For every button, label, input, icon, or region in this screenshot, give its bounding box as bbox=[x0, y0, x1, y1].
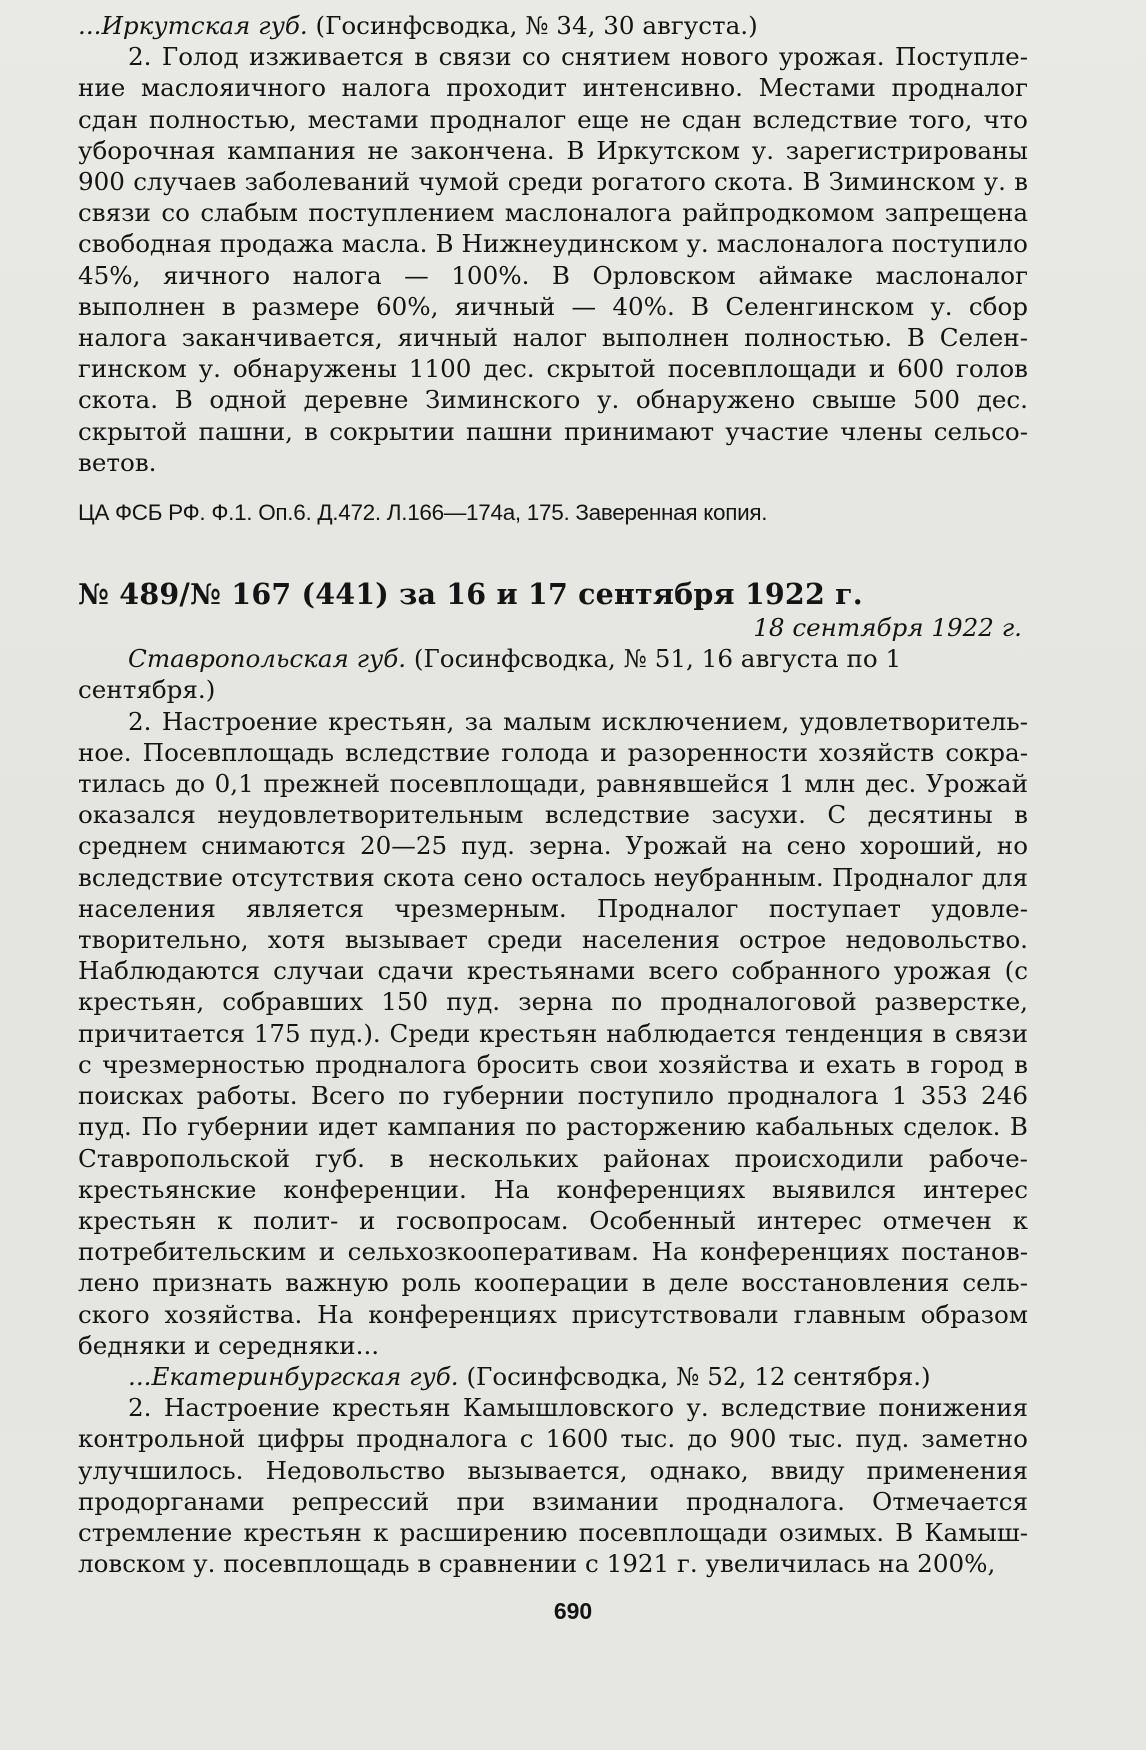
source-place-stavropol: Ставропольская губ. bbox=[128, 644, 407, 674]
page-content bbox=[78, 10, 1028, 1579]
source-line-irkutsk bbox=[78, 10, 1028, 41]
paragraph-stavropol: 2. Настроение крестьян, за малым исключением, удовлетворительное. Посевплощадь вследствие голода и разоренности хозяйств сократилась до 0,1 прежней посевплощади, равнявшейся 1 млн дес. Урожай оказался неудовлетворительным вследствие засухи. С десятины в среднем снимаются 20—25 пуд. зерна. Урожай на сено хороший, но вследствие отсутствия скота сено осталось неубранным. Продналог для населения является чрезмерным. Продналог поступает удовлетворительно, хотя вызывает среди населения острое недовольство. Наблюдаются случаи сдачи крестьянами всего собранного урожая (с крестьян, собравших 150 пуд. зерна по продналоговой разверстке, причитается 175 пуд.). Среди крестьян наблюдается тенденция в связи с чрезмерностью продналога бросить свои хозяйства и ехать в город в поисках работы. Всего по губернии поступило продналога 1 353 246 пуд. По губернии идет кампания по расторжению кабальных сделок. В Ставропольской губ. в нескольких районах происходили рабоче-крестьянские конференции. На конференциях выявился интерес крестьян к полит- и госвопросам. Особенный интерес отмечен к потребительским и сельхозкооперативам. На конференциях постановлено признать важную роль кооперации в деле восстановления сельского хозяйства. На конференциях присутствовали главным образом бедняки и середняки... bbox=[78, 706, 1028, 1360]
source-ref-stavropol: (Госинфсводка, № 51, 16 августа по 1 сентября.) bbox=[78, 644, 902, 705]
source-ref-irkutsk: (Госинфсводка, № 34, 30 августа.) bbox=[307, 11, 758, 40]
page-number: 690 bbox=[553, 1598, 593, 1624]
source-line-stavropol bbox=[78, 643, 1028, 705]
source-line-yekaterinburg bbox=[78, 1361, 1028, 1392]
source-place-yekaterinburg: ...Екатеринбургская губ. bbox=[128, 1361, 459, 1391]
source-place-irkutsk: ...Иркутская губ. bbox=[78, 11, 308, 40]
paragraph-yekaterinburg: 2. Настроение крестьян Камышловского у. вследствие понижения контрольной цифры продналога с 1600 тыс. до 900 тыс. пуд. заметно улучшилось. Недовольство вызывается, однако, ввиду применения продорганами репрессий при взимании продналога. Отмечается стремление крестьян к расширению посевплощади озимых. В Камышловском у. посевплощадь в сравнении с 1921 г. увеличилась на 200%, bbox=[78, 1393, 1028, 1579]
document-date: 18 сентября 1922 г. bbox=[753, 613, 1022, 643]
archive-reference: ЦА ФСБ РФ. Ф.1. Оп.6. Д.472. Л.166—174а, 175. Заверенная копия. bbox=[78, 500, 768, 526]
document-heading: № 489/№ 167 (441) за 16 и 17 сентября 1922 г. bbox=[78, 577, 863, 612]
paragraph-irkutsk: 2. Голод изживается в связи со снятием нового урожая. Поступление маслояичного налога проходит интенсивно. Местами продналог сдан полностью, местами продналог еще не сдан вследствие того, что уборочная кампания не закончена. В Иркутском у. зарегистрированы 900 случаев заболеваний чумой среди рогатого скота. В Зиминском у. в связи со слабым поступлением маслоналога райпродкомом запрещена свободная продажа масла. В Нижнеудинском у. маслоналога поступило 45%, яичного налога — 100%. В Орловском аймаке маслоналог выполнен в размере 60%, яичный — 40%. В Селенгинском у. сбор налога заканчивается, яичный налог выполнен полностью. В Селенгинском у. обнаружены 1100 дес. скрытой посевплощади и 600 голов скота. В одной деревне Зиминского у. обнаружено свыше 500 дес. скрытой пашни, в сокрытии пашни принимают участие члены сельсоветов. bbox=[78, 42, 1028, 477]
source-ref-yekaterinburg: (Госинфсводка, № 52, 12 сентября.) bbox=[458, 1361, 931, 1391]
